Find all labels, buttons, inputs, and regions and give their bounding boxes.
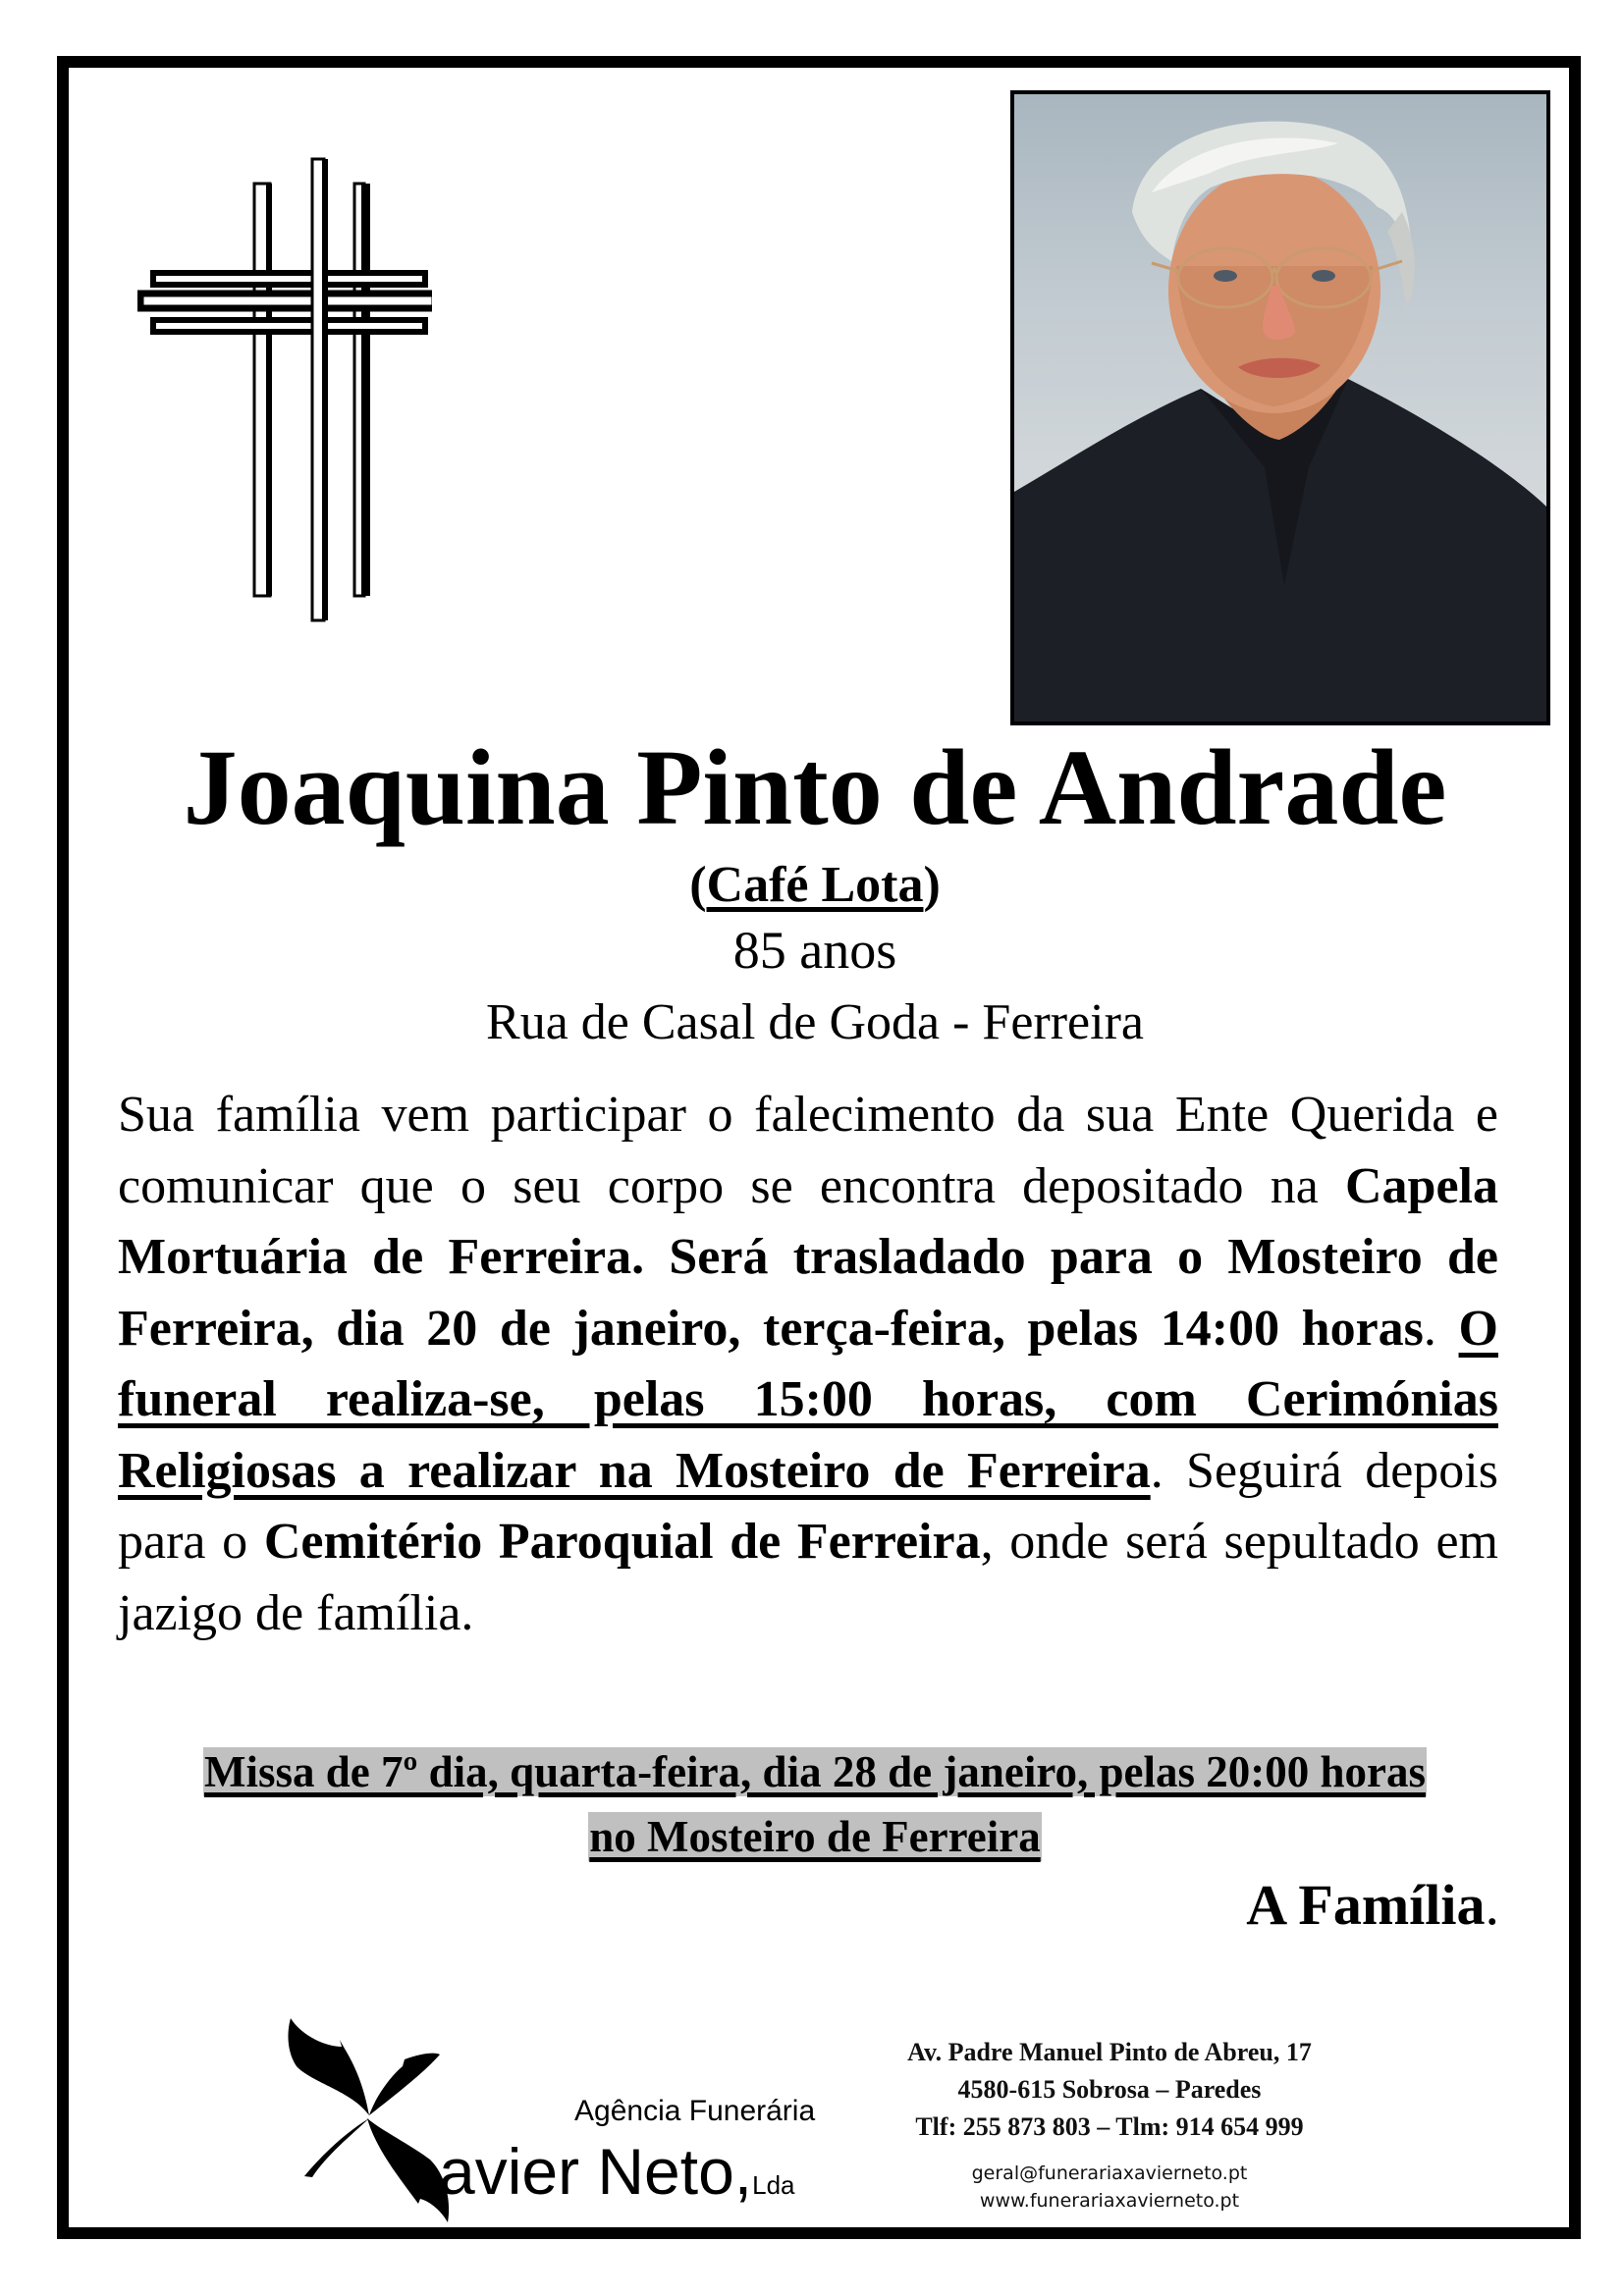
funeral-details-underlined: O funeral realiza-se, pelas 15:00 horas, com Cerimónias Religiosas a realizar na Mosteiro de Ferreira [118, 1300, 1498, 1499]
agency-web [874, 2160, 1345, 2215]
mass-notice-line1: Missa de 7º dia, quarta-feira, dia 28 de janeiro, pelas 20:00 horas [203, 1747, 1426, 1796]
agency-address-line2: 4580-615 Sobrosa – Paredes [957, 2075, 1262, 2104]
agency-name-text: avier Neto, [439, 2135, 753, 2208]
agency-contact [874, 2034, 1345, 2146]
residence-address: Rua de Casal de Goda - Ferreira [486, 994, 1144, 1050]
signature-text: A Família [1246, 1873, 1486, 1937]
nickname-paren-close: ) [923, 857, 941, 913]
agency-email[interactable]: geral@funerariaxavierneto.pt [971, 2163, 1248, 2184]
mass-notice [79, 1739, 1551, 1869]
paragraph-segment: , onde será sepultado em jazigo de família. [118, 1514, 1498, 1641]
deceased-name: Joaquina Pinto de Andrade [183, 727, 1447, 847]
agency-name [439, 2132, 795, 2224]
cemetery-name: Cemitério Paroquial de Ferreira [263, 1514, 981, 1570]
paragraph-segment: . Seguirá depois para o [118, 1442, 1498, 1570]
nickname-paren-open: ( [689, 857, 707, 913]
agency-phones: Tlf: 255 873 803 – Tlm: 914 654 999 [915, 2112, 1304, 2141]
agency-address-line1: Av. Padre Manuel Pinto de Abreu, 17 [907, 2038, 1312, 2066]
agency-website[interactable]: www.funerariaxavierneto.pt [979, 2190, 1240, 2212]
announcement-paragraph [118, 1080, 1498, 1649]
mass-notice-line2: no Mosteiro de Ferreira [589, 1812, 1041, 1861]
signature-dot: . [1485, 1873, 1499, 1937]
paragraph-segment: . [1423, 1300, 1459, 1357]
agency-label: Agência Funerária [574, 2095, 816, 2127]
paragraph-segment: Sua família vem participar o falecimento da sua Ente Querida e comunicar que o seu corpo se encontra depositado na [118, 1087, 1498, 1214]
cross-icon [137, 157, 432, 667]
family-signature [1246, 1871, 1499, 1940]
agency-x-logo-icon [283, 2012, 450, 2228]
nickname [79, 856, 1551, 915]
nickname-text: Café Lota [706, 857, 924, 913]
agency-suffix: Lda [752, 2170, 795, 2200]
deceased-photo [1010, 90, 1550, 725]
paragraph-segment-bold: Capela Mortuária de Ferreira. Será trasladado para o Mosteiro de Ferreira, dia 20 de janeiro, terça-feira, pelas 14:00 horas [118, 1157, 1498, 1357]
age: 85 anos [732, 921, 897, 980]
